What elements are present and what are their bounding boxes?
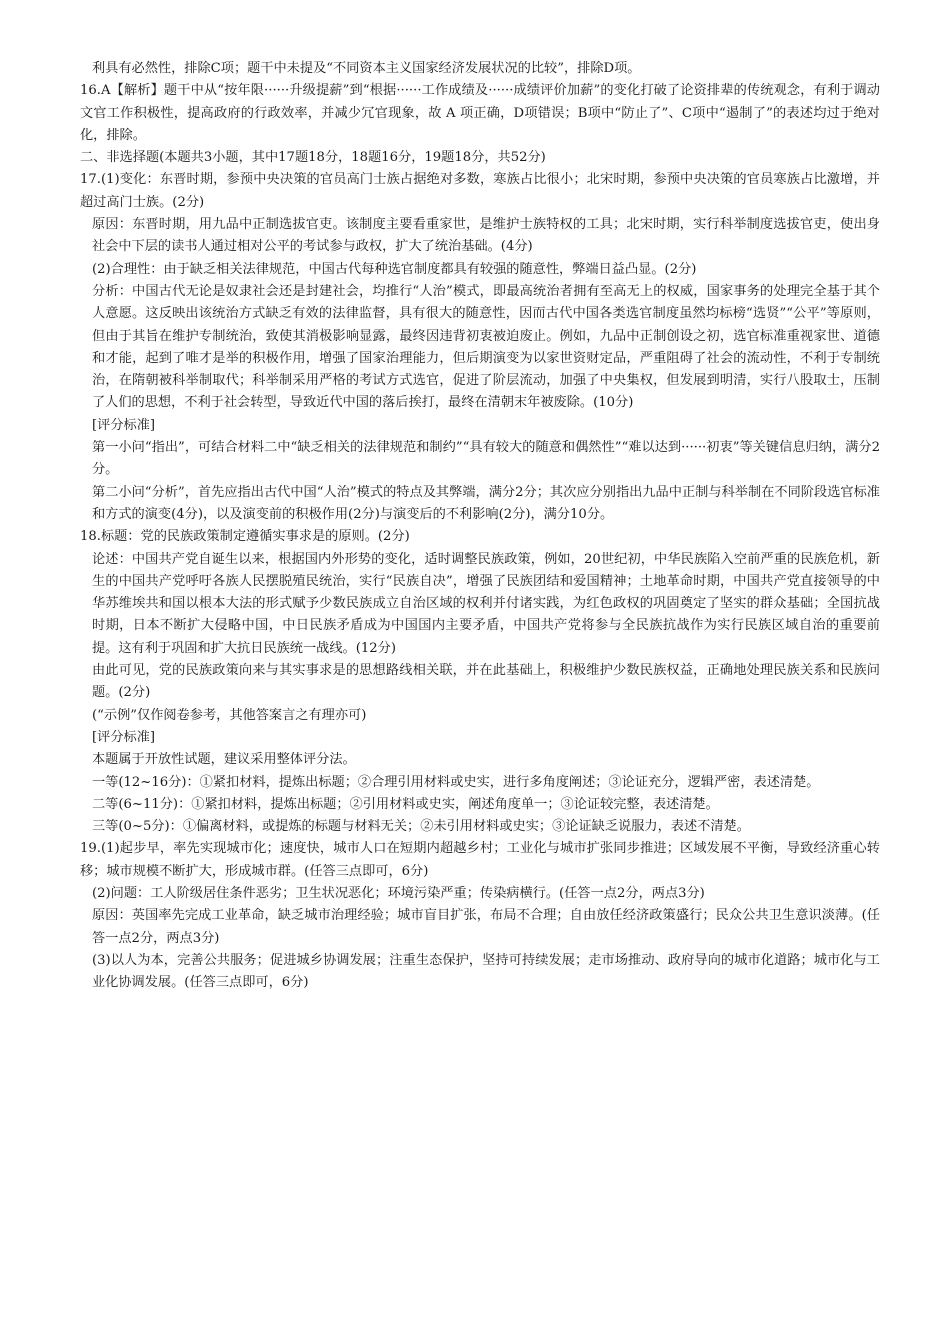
answer-19-3: (3)以人为本，完善公共服务；促进城乡协调发展；注重生态保护，坚持可持续发展；走市场推动、政府导向的城市化道路；城市化与工业化协调发展。(任答三点即可，6分) (92, 952, 880, 991)
scoring-18-grade2: 二等(6~11分)：①紧扣材料，提炼出标题；②引用材料或史实，阐述角度单一；③论证较完整，表述清楚。 (92, 796, 719, 812)
answer-19-2-problem: (2)问题：工人阶级居住条件恶劣；卫生状况恶化；环境污染严重；传染病横行。(任答一点2分，两点3分) (92, 885, 705, 901)
answer-18-argument: 论述：中国共产党自诞生以来，根据国内外形势的变化，适时调整民族政策，例如，20世纪初，中华民族陷入空前严重的民族危机，新生的中国共产党呼吁各族人民摆脱殖民统治，实行“民族自决”，增强了民族团结和爱国精神；土地革命时期，中国共产党直接领导的中华苏维埃共和国以根本大法的形式赋予少数民族成立自治区域的权利并付诸实践，为红色政权的巩固奠定了坚实的群众基础；全国抗战时期，日本不断扩大侵略中国，中日民族矛盾成为中国国内主要矛盾，中国共产党将参与全民族抗战作为实行民族区域自治的重要前提。这有利于巩固和扩大抗日民族统一战线。(12分) (92, 551, 880, 656)
scoring-18-grade1: 一等(12~16分)：①紧扣材料，提炼出标题；②合理引用材料或史实，进行多角度阐述；③论证充分，逻辑严密，表述清楚。 (92, 774, 820, 790)
answer-19-2-reason: 原因：英国率先完成工业革命，缺乏城市治理经验；城市盲目扩张，布局不合理；自由放任经济政策盛行；民众公共卫生意识淡薄。(任答一点2分，两点3分) (92, 908, 880, 946)
scoring-heading-17: [评分标准] (92, 417, 156, 433)
section-heading-nonchoice: 二、非选择题(本题共3小题，其中17题18分，18题16分，19题18分，共52分) (80, 150, 546, 166)
line-15-tail: 利具有必然性，排除C项；题干中未提及“不同资本主义国家经济发展状况的比较”，排除D项。 (92, 61, 641, 76)
answer-18-conclusion: 由此可见，党的民族政策向来与其实事求是的思想路线相关联，并在此基础上，积极维护少数民族权益，正确地处理民族关系和民族问题。(2分) (92, 663, 880, 701)
answer-16: 16.A【解析】题干中从“按年限······升级提薪”到“根据······工作成绩及······成绩评价加薪”的变化打破了论资排辈的传统观念，有利于调动文官工作积极性，提高政府的行政效率，并减少冗官现象，故 A 项正确，D项错误；B项中“防止了”、C项中“遏制了”的表述均过于绝对化，排除。 (80, 83, 880, 143)
answer-17-2-rationality: (2)合理性：由于缺乏相关法律规范，中国古代每种选官制度都具有较强的随意性，弊端日益凸显。(2分) (92, 261, 697, 277)
answer-18-note: (“示例”仅作阅卷参考，其他答案言之有理亦可) (92, 707, 367, 723)
scoring-heading-18: [评分标准] (92, 729, 156, 745)
scoring-17-part1: 第一小问“指出”，可结合材料二中“缺乏相关的法律规范和制约”“具有较大的随意和偶然性”“难以达到······初衷”等关键信息归纳，满分2分。 (92, 440, 880, 478)
answer-17-1-change: 17.(1)变化：东晋时期，参预中央决策的官员高门士族占据绝对多数，寒族占比很小；北宋时期，参预中央决策的官员寒族占比激增，并超过高门士族。(2分) (80, 172, 880, 210)
answer-18-title: 18.标题：党的民族政策制定遵循实事求是的原则。(2分) (80, 529, 410, 545)
answer-17-2-analysis: 分析：中国古代无论是奴隶社会还是封建社会，均推行“人治”模式，即最高统治者拥有至高无上的权威，国家事务的处理完全基于其个人意愿。这反映出该统治方式缺乏有效的法律监督，具有很大的随意性，因而古代中国各类选官制度虽然均标榜“选贤”“公平”等原则，但由于其旨在维护专制统治，致使其消极影响显露，最终因违背初衷被迫废止。例如，九品中正制创设之初，选官标准重视家世、道德和才能，起到了唯才是举的积极作用，增强了国家治理能力，但后期演变为以家世资财定品，严重阻碍了社会的流动性，不利于专制统治，在隋朝被科举制取代；科举制采用严格的考试方式选官，促进了阶层流动，加强了中央集权，但发展到明清，实行八股取士，压制了人们的思想，不利于社会转型，导致近代中国的落后挨打，最终在清朝末年被废除。(10分) (92, 283, 880, 411)
scoring-18-method: 本题属于开放性试题，建议采用整体评分法。 (92, 752, 356, 768)
answer-key-page (80, 58, 880, 994)
answer-19-1: 19.(1)起步早，率先实现城市化；速度快，城市人口在短期内超越乡村；工业化与城市扩张同步推进；区域发展不平衡，导致经济重心转移；城市规模不断扩大，形成城市群。(任答三点即可，6分) (80, 841, 880, 879)
answer-17-1-reason: 原因：东晋时期，用九品中正制选拔官吏。该制度主要看重家世，是维护士族特权的工具；北宋时期，实行科举制度选拔官吏，使出身社会中下层的读书人通过相对公平的考试参与政权，扩大了统治基础。(4分) (92, 217, 880, 255)
scoring-18-grade3: 三等(0~5分)：①偏离材料，或提炼的标题与材料无关；②未引用材料或史实；③论证缺乏说服力，表述不清楚。 (92, 819, 750, 835)
scoring-17-part2: 第二小问“分析”，首先应指出古代中国“人治”模式的特点及其弊端，满分2分；其次应分别指出九品中正制与科举制在不同阶段选官标准和方式的演变(4分)，以及演变前的积极作用(2分)与演变后的不利影响(2分)，满分10分。 (92, 484, 880, 522)
